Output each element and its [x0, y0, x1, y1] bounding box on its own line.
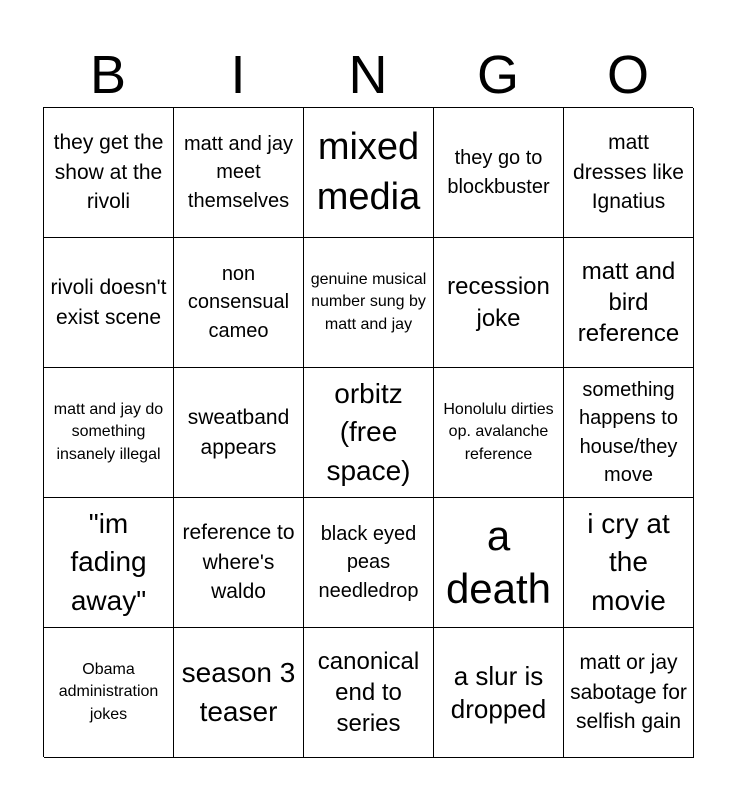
cell-text: genuine musical number sung by matt and jay [310, 270, 427, 333]
bingo-cell-r4c2[interactable] [174, 498, 304, 628]
bingo-cell-r5c5[interactable] [564, 628, 694, 758]
cell-text: black eyed peas needledrop [318, 522, 419, 602]
bingo-cell-r5c3[interactable] [304, 628, 434, 758]
bingo-cell-r3c1[interactable] [44, 368, 174, 498]
bingo-cell-r1c1[interactable] [44, 108, 174, 238]
cell-text: matt and jay do something insanely illegal [53, 400, 164, 463]
header-letter-g: G [476, 45, 519, 105]
bingo-cell-r4c3[interactable] [304, 498, 434, 628]
cell-text: sweatband appears [187, 406, 290, 459]
cell-text: reference to where's waldo [182, 521, 295, 604]
cell-text: a death [445, 512, 552, 612]
bingo-cell-r2c2[interactable] [174, 238, 304, 368]
bingo-grid [43, 107, 693, 757]
bingo-cell-r3c4[interactable] [434, 368, 564, 498]
cell-text: matt or jay sabotage for selfish gain [570, 651, 687, 734]
bingo-cell-r3c2[interactable] [174, 368, 304, 498]
cell-text: Honolulu dirties op. avalanche reference [443, 400, 554, 463]
cell-text: rivoli doesn't exist scene [50, 276, 167, 329]
bingo-cell-r2c1[interactable] [44, 238, 174, 368]
bingo-cell-r2c5[interactable] [564, 238, 694, 368]
bingo-cell-r4c1[interactable] [44, 498, 174, 628]
bingo-cell-r2c3[interactable] [304, 238, 434, 368]
bingo-cell-r3c5[interactable] [564, 368, 694, 498]
cell-text: matt and bird reference [577, 257, 680, 348]
bingo-cell-r5c2[interactable] [174, 628, 304, 758]
header-letter-n: N [348, 45, 388, 105]
bingo-cell-r4c4[interactable] [434, 498, 564, 628]
bingo-cell-r1c5[interactable] [564, 108, 694, 238]
header-letter-b: B [89, 45, 127, 105]
bingo-cell-r5c1[interactable] [44, 628, 174, 758]
bingo-cell-r1c2[interactable] [174, 108, 304, 238]
cell-text: i cry at the movie [587, 507, 670, 616]
bingo-cell-r1c3[interactable] [304, 108, 434, 238]
cell-text: non consensual cameo [187, 262, 290, 342]
cell-text: season 3 teaser [181, 656, 296, 727]
cell-text: recession joke [447, 273, 550, 332]
bingo-cell-r1c4[interactable] [434, 108, 564, 238]
cell-text: a slur is dropped [450, 661, 547, 724]
cell-text: orbitz (free space) [326, 377, 411, 486]
cell-text: mixed media [316, 126, 421, 218]
cell-text: matt dresses like Ignatius [573, 131, 684, 214]
cell-text: Obama administration jokes [58, 660, 159, 723]
bingo-cell-r5c4[interactable] [434, 628, 564, 758]
cell-text: "im fading away" [70, 507, 147, 616]
bingo-cell-r2c4[interactable] [434, 238, 564, 368]
bingo-cell-r4c5[interactable] [564, 498, 694, 628]
cell-text: something happens to house/they move [579, 378, 678, 486]
header-letter-o: O [606, 45, 649, 105]
bingo-header [43, 44, 693, 106]
cell-text: they go to blockbuster [447, 147, 550, 198]
cell-text: they get the show at the rivoli [53, 131, 164, 214]
bingo-cell-r3c3[interactable] [304, 368, 434, 498]
header-letter-i: I [230, 45, 246, 105]
cell-text: matt and jay meet themselves [184, 132, 293, 212]
cell-text: canonical end to series [317, 647, 420, 738]
